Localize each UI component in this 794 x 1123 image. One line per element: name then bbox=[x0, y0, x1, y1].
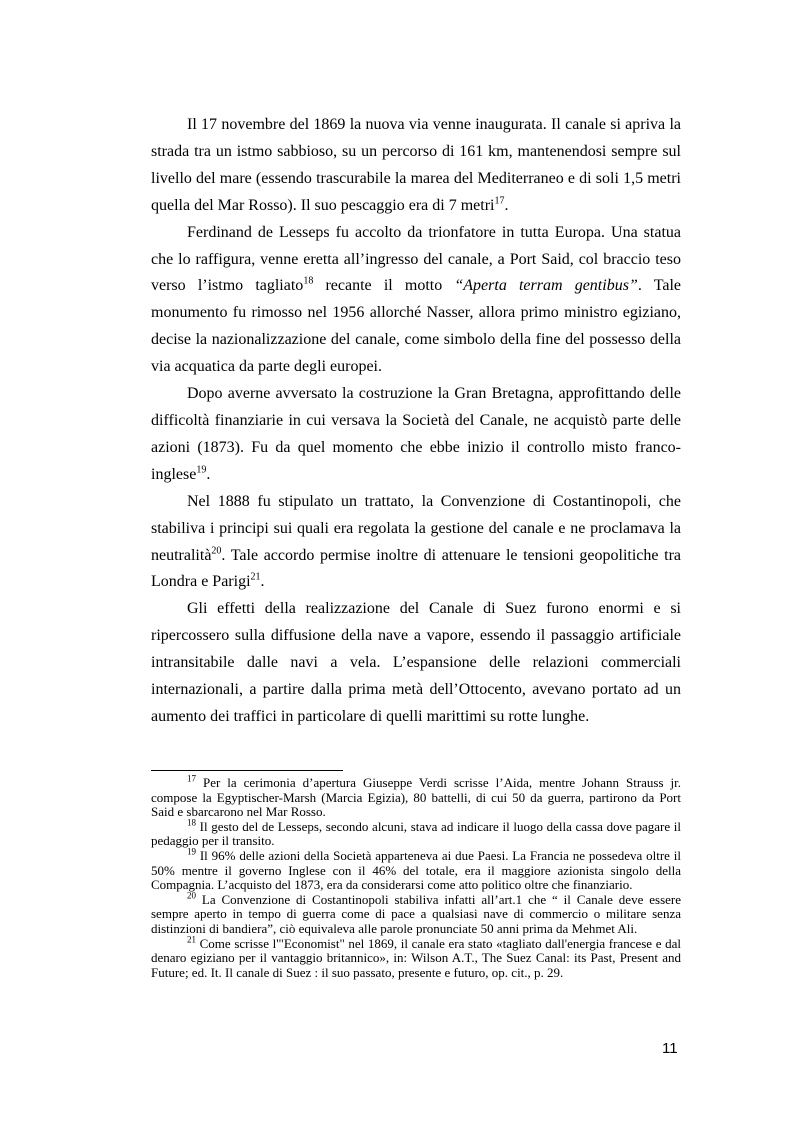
paragraph-text: . Tale accordo permise inoltre di attenuare le tensioni geopolitiche tra Londra e Parigi bbox=[151, 546, 681, 591]
paragraph-4 bbox=[151, 489, 681, 597]
footnote-21 bbox=[151, 934, 681, 981]
main-text bbox=[151, 112, 681, 731]
paragraph-text: . Tale monumento fu rimosso nel 1956 allorché Nasser, allora primo ministro egiziano, decise la nazionalizzazione del canale, come simbolo della fine del possesso della via acquatica da parte degli europei. bbox=[151, 277, 682, 376]
paragraph-text: recante il motto bbox=[313, 277, 455, 295]
paragraph-text: Il 17 novembre del 1869 la nuova via venne inaugurata. Il canale si apriva la strada tra un istmo sabbioso, su un percorso di 161 km, mantenendosi sempre sul livello del mare (essendo trascurabile la marea del Mediterraneo e di soli 1,5 metri quella del Mar Rosso). Il suo pescaggio era di 7 metri bbox=[151, 116, 681, 214]
footnote-19 bbox=[151, 846, 681, 893]
paragraph-text: . bbox=[206, 465, 211, 483]
footnote-number: 17 bbox=[187, 773, 196, 784]
footnote-ref-20[interactable]: 20 bbox=[211, 545, 222, 557]
footnote-17 bbox=[151, 773, 681, 820]
footnote-separator bbox=[151, 770, 343, 771]
paragraph-text: Ferdinand de Lesseps fu accolto da trionfatore in tutta Europa. Una statua che lo raffigura, venne eretta all’ingresso del canale, a Port Said, col braccio teso verso l’istmo tagliato bbox=[151, 223, 681, 295]
footnote-text: Per la cerimonia d’apertura Giuseppe Verdi scrisse l’Aida, mentre Johann Strauss jr. compose la Egyptischer-Marsh (Marcia Egizia), 80 battelli, di cui 50 da guerra, partirono da Port Said e sbarcarono nel Mar Rosso. bbox=[151, 775, 681, 820]
paragraph-text: . bbox=[260, 573, 265, 591]
footnote-number: 21 bbox=[187, 934, 196, 945]
footnote-18 bbox=[151, 817, 681, 849]
paragraph-3 bbox=[151, 381, 681, 489]
paragraph-text: . bbox=[504, 196, 509, 214]
footnote-number: 20 bbox=[187, 890, 196, 901]
footnote-20 bbox=[151, 890, 681, 937]
paragraph-1 bbox=[151, 112, 681, 220]
footnote-ref-21[interactable]: 21 bbox=[250, 572, 261, 584]
footnote-ref-19[interactable]: 19 bbox=[196, 464, 207, 476]
footnote-text: Come scrisse l'"Economist" nel 1869, il canale era stato «tagliato dall'energia francese e dal denaro egiziano per il vantaggio britannico», in: Wilson A.T., The Suez Canal: its Past, Present and Future; ed. It. Il canale di Suez : il suo passato, presente e futuro, op. cit., p. 29. bbox=[151, 935, 681, 980]
page-number: 11 bbox=[662, 1040, 678, 1057]
paragraph-5 bbox=[151, 596, 681, 731]
motto-quote: “Aperta terram gentibus” bbox=[454, 277, 638, 295]
footnote-text: Il 96% delle azioni della Società apparteneva ai due Paesi. La Francia ne possedeva oltre il 50% mentre il governo Inglese con il 46% del totale, era il maggiore azionista singolo della Compagnia. L’acquisto del 1873, era da considerarsi come atto politico oltre che finanziario. bbox=[151, 847, 681, 893]
paragraph-text: Nel 1888 fu stipulato un trattato, la Convenzione di Costantinopoli, che stabiliva i principi sui quali era regolata la gestione del canale e ne proclamava la neutralità bbox=[151, 492, 681, 564]
footnotes bbox=[151, 773, 681, 980]
paragraph-text: Dopo averne avversato la costruzione la Gran Bretagna, approfittando delle difficoltà finanziarie in cui versava la Società del Canale, ne acquistò parte delle azioni (1873). Fu da quel momento che ebbe inizio il controllo misto franco-inglese bbox=[151, 385, 681, 483]
paragraph-2 bbox=[151, 220, 681, 381]
paragraph-text: Gli effetti della realizzazione del Canale di Suez furono enormi e si ripercossero sulla diffusione della nave a vapore, essendo il passaggio artificiale intransitabile dalle navi a vela. L’espansione delle relazioni commerciali internazionali, a partire dalla prima metà dell’Ottocento, avevano portato ad un aumento dei traffici in particolare di quelli marittimi su rotte lunghe. bbox=[151, 600, 681, 725]
footnote-number: 19 bbox=[187, 846, 196, 857]
footnote-ref-18[interactable]: 18 bbox=[303, 276, 314, 288]
footnote-ref-17[interactable]: 17 bbox=[494, 195, 505, 207]
footnote-text: Il gesto del de Lesseps, secondo alcuni, stava ad indicare il luogo della cassa dove pagare il pedaggio per il transito. bbox=[151, 818, 681, 849]
footnote-number: 18 bbox=[187, 817, 196, 828]
footnote-text: La Convenzione di Costantinopoli stabiliva infatti all’art.1 che “ il Canale deve essere sempre aperto in tempo di guerra come di pace a qualsiasi nave di commercio o militare senza distinzioni di bandiera”, ciò equivaleva alle parole pronunciate 50 anni prima da Mehmet Ali. bbox=[151, 891, 681, 936]
